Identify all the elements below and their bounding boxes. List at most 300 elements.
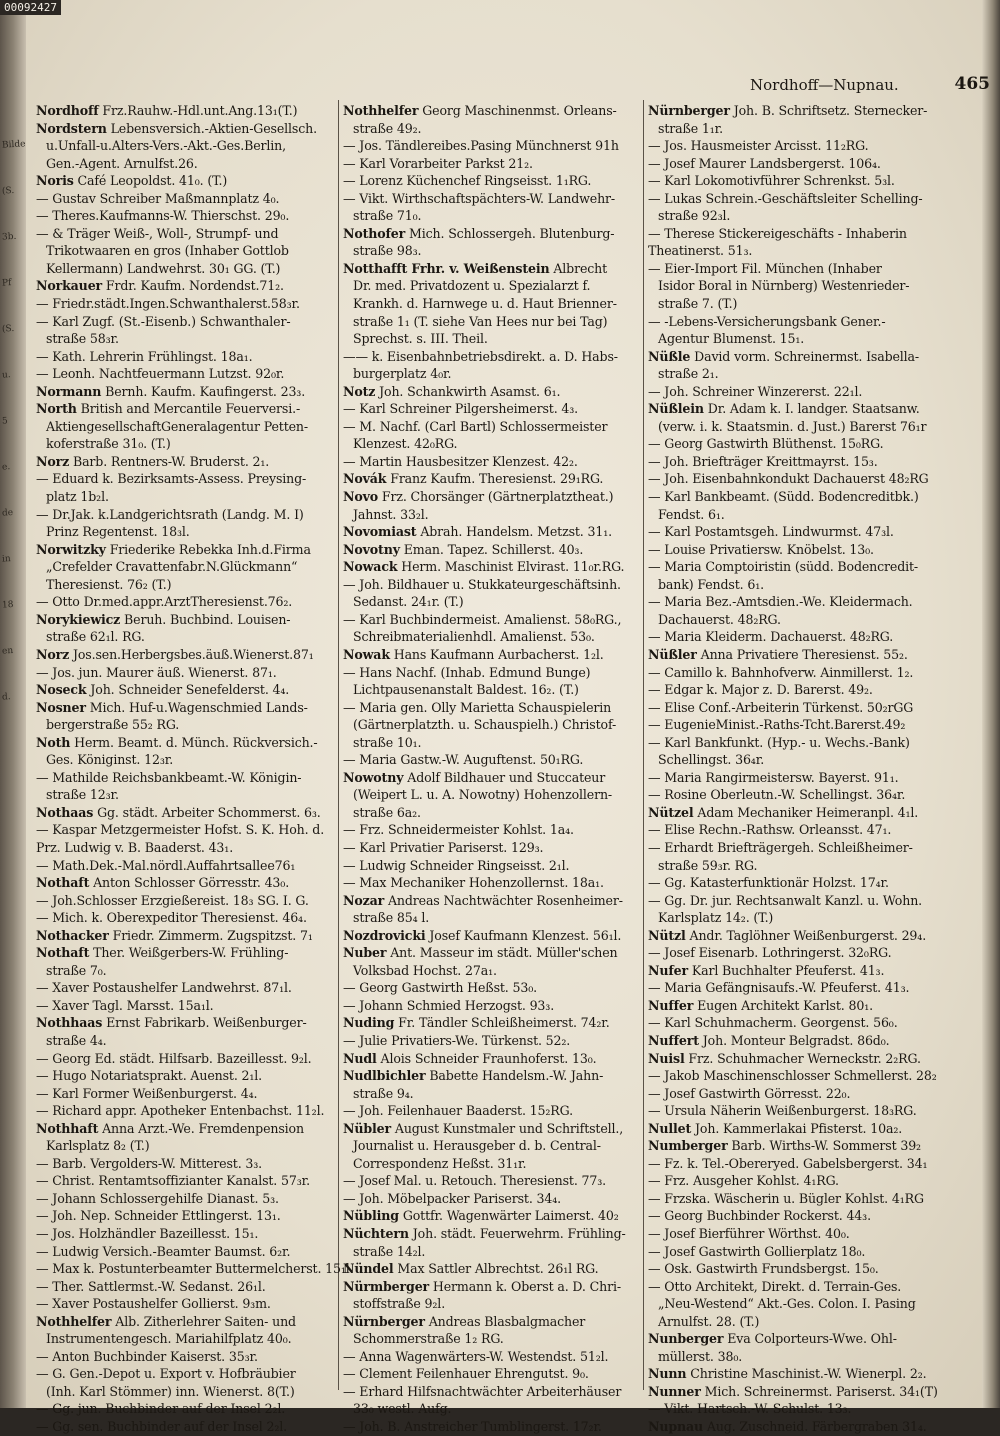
entry-text: Correspondenz Heßst. 31₁r.: [353, 1155, 527, 1171]
directory-entry-line: [648, 593, 942, 611]
directory-entry-line: [343, 313, 639, 331]
entry-text: Jahnst. 33₂l.: [353, 506, 429, 522]
entry-surname: Nützel: [648, 804, 694, 820]
directory-entry-line: [343, 1365, 639, 1383]
entry-text: Babette Handelsm.-W. Jahn-: [425, 1068, 604, 1084]
entry-surname: Norwitzky: [36, 541, 106, 557]
entry-text: — EugenieMinist.-Raths-Tcht.Barerst.49₂: [648, 717, 906, 733]
directory-entry-line: [648, 1155, 942, 1173]
directory-entry-line: [36, 751, 334, 769]
entry-text: Friedr. Zimmerm. Zugspitzst. 7₁: [108, 927, 313, 943]
entry-text: — Frz. Ausgeher Kohlst. 4₁RG.: [648, 1173, 839, 1189]
entry-surname: Nüßler: [648, 646, 697, 662]
directory-entry-line: [36, 225, 334, 243]
directory-entry-line: [648, 857, 942, 875]
directory-entry-line: [648, 716, 942, 734]
entry-surname: Nuffert: [648, 1032, 699, 1048]
directory-entry-line: [36, 1225, 334, 1243]
entry-text: Instrumentengesch. Mariahilfplatz 40₀.: [46, 1331, 292, 1347]
entry-text: Beruh. Buchbind. Louisen-: [120, 611, 291, 627]
directory-entry-line: [343, 506, 639, 524]
entry-surname: Nufer: [648, 962, 688, 978]
directory-entry-line: [648, 769, 942, 787]
entry-surname: Nuding: [343, 1015, 395, 1031]
entry-text: Bernh. Kaufm. Kaufingerst. 23₃.: [101, 383, 306, 399]
entry-text: straße 12₃r.: [46, 787, 119, 803]
entry-text: — Josef Maurer Landsbergerst. 106₄.: [648, 155, 881, 171]
directory-entry-line: [343, 102, 639, 120]
directory-entry-line: [36, 470, 334, 488]
directory-entry-line: [343, 1313, 639, 1331]
entry-text: — Richard appr. Apotheker Entenbachst. 11₂l.: [36, 1103, 325, 1119]
entry-text: Dachauerst. 48₂RG.: [658, 611, 781, 627]
directory-entry-line: [648, 786, 942, 804]
entry-text: „Crefelder Cravattenfabr.N.Glückmann“: [46, 559, 298, 575]
entry-text: straße 2₁.: [658, 366, 719, 382]
entry-text: — Frzska. Wäscherin u. Bügler Kohlst. 4₁RG: [648, 1190, 924, 1206]
directory-entry-line: [36, 541, 334, 559]
entry-text: stoffstraße 9₂l.: [353, 1296, 446, 1312]
spine-mark: en: [1, 646, 14, 657]
directory-entry-line: [648, 909, 942, 927]
page-number: 465: [954, 74, 990, 94]
entry-surname: Novotny: [343, 541, 400, 557]
directory-entry-line: [343, 488, 639, 506]
entry-text: straße 58₃r.: [46, 331, 119, 347]
entry-text: — Anton Buchbinder Kaiserst. 35₃r.: [36, 1348, 258, 1364]
directory-entry-line: [36, 593, 334, 611]
directory-entry-line: [343, 716, 639, 734]
entry-surname: Nothofer: [343, 225, 406, 241]
directory-entry-line: [343, 1085, 639, 1103]
entry-text: — Karl Bankbeamt. (Südd. Bodencreditbk.): [648, 489, 919, 505]
entry-text: Herm. Beamt. d. Münch. Rückversich.-: [70, 734, 318, 750]
directory-entry-line: [343, 1330, 639, 1348]
entry-text: — Karl Bankfunkt. (Hyp.- u. Wechs.-Bank): [648, 734, 910, 750]
entry-surname: Nudlbichler: [343, 1068, 426, 1084]
directory-entry-line: [648, 576, 942, 594]
directory-entry-line: [36, 892, 334, 910]
entry-text: Joh. Monteur Belgradst. 86d₀.: [698, 1032, 890, 1048]
directory-entry-line: [36, 681, 334, 699]
directory-entry-line: [36, 488, 334, 506]
directory-entry-line: [648, 155, 942, 173]
directory-entry-line: [648, 295, 942, 313]
entry-surname: Numberger: [648, 1138, 728, 1154]
entry-text: — Joh.Schlosser Erzgießereist. 18₃ SG. I. G.: [36, 892, 309, 908]
entry-text: — Elise Conf.-Arbeiterin Türkenst. 50₂rGG: [648, 699, 914, 715]
entry-text: — Ther. Sattlermst.-W. Sedanst. 26₁l.: [36, 1278, 266, 1294]
directory-entry-line: [648, 628, 942, 646]
entry-text: — Mathilde Reichsbankbeamt.-W. Königin-: [36, 769, 302, 785]
entry-text: — Georg Gastwirth Blüthenst. 15₀RG.: [648, 436, 884, 452]
directory-entry-line: [343, 1050, 639, 1068]
entry-text: Max Sattler Albrechtst. 26₁l RG.: [393, 1261, 599, 1277]
entry-surname: Noseck: [36, 682, 87, 698]
entry-surname: Nuisl: [648, 1050, 685, 1066]
entry-text: Hans Kaufmann Aurbacherst. 1₂l.: [389, 646, 604, 662]
entry-text: Joh. Schneider Senefelderst. 4₄.: [86, 682, 290, 698]
directory-entry-line: [36, 997, 334, 1015]
directory-entry-line: [648, 558, 942, 576]
directory-entry-line: [648, 962, 942, 980]
entry-text: — Maria Rangirmeistersw. Bayerst. 91₁.: [648, 769, 899, 785]
entry-text: — Erhardt Briefträgergeh. Schleißheimer-: [648, 839, 913, 855]
directory-entry-line: [343, 295, 639, 313]
directory-entry-line: [36, 716, 334, 734]
directory-entry-line: [36, 944, 334, 962]
entry-text: — Johann Schlossergehilfe Dianast. 5₃.: [36, 1190, 279, 1206]
directory-entry-line: [648, 1243, 942, 1261]
entry-text: Christine Maschinist.-W. Wienerpl. 2₂.: [686, 1366, 927, 1382]
entry-text: Georg Maschinenmst. Orleans-: [418, 103, 617, 118]
entry-text: Herm. Maschinist Elvirast. 11₀r.RG.: [397, 559, 625, 575]
entry-text: straße 9₄.: [353, 1085, 414, 1101]
directory-entry-line: [648, 1400, 942, 1418]
directory-entry-line: [36, 1365, 334, 1383]
directory-entry-line: [648, 804, 942, 822]
entry-text: Hermann k. Oberst a. D. Chri-: [429, 1278, 621, 1294]
directory-entry-line: [648, 611, 942, 629]
entry-text: Sedanst. 24₁r. (T.): [353, 594, 464, 610]
directory-entry-line: [648, 927, 942, 945]
directory-entry-line: [343, 1014, 639, 1032]
entry-surname: Nothaft: [36, 875, 90, 891]
entry-text: Andreas Nachtwächter Rosenheimer-: [384, 892, 623, 908]
entry-text: — Louise Privatiersw. Knöbelst. 13₀.: [648, 541, 874, 557]
entry-text: — Gg. sen. Buchbinder auf der Insel 2₂l.: [36, 1419, 287, 1435]
directory-entry-line: [36, 611, 334, 629]
entry-surname: Nothacker: [36, 927, 109, 943]
entry-text: Andr. Taglöhner Weißenburgerst. 29₄.: [685, 927, 927, 943]
entry-surname: Notz: [343, 383, 376, 399]
directory-entry-line: [343, 734, 639, 752]
entry-text: Karl Buchhalter Pfeuferst. 41₃.: [687, 962, 885, 978]
entry-text: — Josef Gastwirth Gollierplatz 18₀.: [648, 1243, 866, 1259]
directory-entry-line: [36, 874, 334, 892]
spine-mark: (S.: [1, 185, 15, 197]
entry-text: — Fz. k. Tel.-Obereryed. Gabelsbergerst. 34₁: [648, 1155, 928, 1171]
entry-text: Isidor Boral in Nürnberg) Westenrieder-: [658, 278, 910, 294]
entry-text: bank) Fendst. 6₁.: [658, 576, 764, 592]
entry-text: (Weipert L. u. A. Nowotny) Hohenzollern-: [353, 787, 613, 803]
directory-entry-line: [36, 506, 334, 524]
entry-text: Mich. Huf-u.Wagenschmied Lands-: [85, 699, 308, 715]
entry-text: — Gustav Schreiber Maßmannplatz 4₀.: [36, 190, 280, 206]
entry-text: Sprechst. s. III. Theil.: [353, 331, 488, 347]
entry-surname: Nothaft: [36, 945, 90, 961]
entry-text: Aug. Zuschneid. Färbergraben 31₄.: [703, 1419, 927, 1435]
entry-text: straße 1₁r.: [658, 120, 723, 136]
entry-text: Prz. Ludwig v. B. Baaderst. 43₁.: [36, 839, 234, 855]
directory-entry-line: [343, 470, 639, 488]
directory-entry-line: [648, 681, 942, 699]
directory-entry-line: [36, 839, 334, 857]
directory-entry-line: [36, 664, 334, 682]
directory-entry-line: [36, 523, 334, 541]
directory-entry-line: [343, 857, 639, 875]
entry-text: Frdr. Kaufm. Nordendst.71₂.: [102, 278, 284, 294]
entry-text: August Kunstmaler und Schriftstell.,: [391, 1120, 624, 1136]
directory-entry-line: [343, 435, 639, 453]
directory-entry-line: [36, 769, 334, 787]
directory-entry-line: [36, 821, 334, 839]
entry-text: — Joh. Eisenbahnkondukt Dachauerst 48₂RG: [648, 471, 929, 487]
directory-entry-line: [648, 892, 942, 910]
entry-text: — Mich. k. Oberexpeditor Theresienst. 46₄.: [36, 910, 307, 926]
directory-entry-line: [36, 1067, 334, 1085]
entry-surname: Nunner: [648, 1383, 701, 1399]
directory-entry-line: [36, 646, 334, 664]
entry-text: Joh. B. Schriftsetz. Sternecker-: [729, 103, 928, 118]
directory-entry-line: [343, 453, 639, 471]
entry-surname: Noth: [36, 734, 71, 750]
entry-text: — Karl Zugf. (St.-Eisenb.) Schwanthaler-: [36, 313, 291, 329]
directory-entry-line: [343, 383, 639, 401]
entry-text: — Hugo Notariatsprakt. Auenst. 2₁l.: [36, 1068, 263, 1084]
entry-text: Dr. med. Privatdozent u. Spezialarzt f.: [353, 278, 591, 294]
entry-surname: Notthafft Frhr. v. Weißenstein: [343, 260, 550, 276]
directory-entry-line: [343, 1295, 639, 1313]
entry-surname: Nübler: [343, 1120, 392, 1136]
directory-entry-line: [36, 418, 334, 436]
directory-entry-line: [648, 944, 942, 962]
entry-text: — Eduard k. Bezirksamts-Assess. Preysing-: [36, 471, 307, 487]
spine-mark: 3b.: [1, 231, 17, 243]
book-spine-shadow: [0, 0, 26, 1408]
directory-entry-line: [36, 1120, 334, 1138]
entry-text: straße 7. (T.): [658, 296, 738, 312]
entry-surname: Nozdrovicki: [343, 927, 426, 943]
entry-text: Anna Privatiere Theresienst. 55₂.: [696, 646, 908, 662]
entry-surname: Nothhaft: [36, 1120, 99, 1136]
directory-entry-line: [343, 155, 639, 173]
entry-surname: Nuber: [343, 945, 387, 961]
directory-entry-line: [648, 242, 942, 260]
entry-text: Volksbad Hochst. 27a₁.: [353, 962, 497, 978]
directory-entry-line: [343, 1120, 639, 1138]
directory-entry-line: [648, 1330, 942, 1348]
entry-text: Klenzest. 42₀RG.: [353, 436, 458, 452]
entry-text: straße 49₂.: [353, 120, 422, 136]
directory-entry-line: [343, 225, 639, 243]
entry-text: straße 98₃.: [353, 243, 422, 259]
directory-entry-line: [36, 155, 334, 173]
directory-entry-line: [36, 400, 334, 418]
directory-entry-line: [343, 137, 639, 155]
directory-entry-line: [36, 1243, 334, 1261]
spine-mark: (S.: [1, 323, 15, 335]
entry-text: Abrah. Handelsm. Metzst. 31₁.: [416, 524, 612, 540]
directory-entry-line: [36, 1102, 334, 1120]
running-header: [750, 76, 990, 94]
directory-entry-line: [343, 646, 639, 664]
entry-text: — Jos. Holzhändler Bazeillesst. 15₁.: [36, 1226, 259, 1241]
entry-text: Eugen Architekt Karlst. 80₁.: [693, 997, 873, 1013]
directory-entry-line: [648, 348, 942, 366]
entry-text: Mich. Schreinermst. Pariserst. 34₁(T): [700, 1383, 938, 1399]
directory-entry-line: [648, 190, 942, 208]
entry-text: Ges. Königinst. 12₃r.: [46, 752, 174, 768]
entry-text: Krankh. d. Harnwege u. d. Haut Brienner-: [353, 296, 617, 312]
entry-surname: Nothhaas: [36, 1015, 103, 1031]
directory-entry-line: [36, 1207, 334, 1225]
entry-text: — Josef Gastwirth Görresst. 22₀.: [648, 1085, 851, 1101]
entry-text: — Josef Mal. u. Retouch. Theresienst. 77₃.: [343, 1173, 607, 1189]
directory-entry-line: [648, 400, 942, 418]
directory-entry-line: [648, 1348, 942, 1366]
spine-mark: 5: [1, 416, 9, 427]
entry-text: (verw. i. k. Staatsmin. d. Just.) Barerst 76₁r: [658, 418, 927, 434]
entry-text: — Camillo k. Bahnhofverw. Ainmillerst. 1₂.: [648, 664, 914, 680]
directory-entry-line: [343, 664, 639, 682]
directory-entry-line: [648, 734, 942, 752]
directory-entry-line: [343, 751, 639, 769]
entry-text: Trikotwaaren en gros (Inhaber Gottlob: [46, 243, 289, 259]
directory-entry-line: [343, 260, 639, 278]
entry-surname: Nordstern: [36, 120, 107, 136]
entry-text: — -Lebens-Versicherungsbank Gener.-: [648, 313, 886, 329]
entry-text: — Georg Ed. städt. Hilfsarb. Bazeillesst. 9₂l.: [36, 1050, 312, 1066]
directory-entry-line: [343, 1225, 639, 1243]
entry-surname: Nürmberger: [343, 1278, 430, 1294]
directory-entry-line: [343, 1400, 639, 1418]
entry-text: Fendst. 6₁.: [658, 506, 725, 522]
directory-entry-line: [343, 1207, 639, 1225]
entry-surname: Nüchtern: [343, 1226, 409, 1241]
directory-entry-line: [36, 962, 334, 980]
directory-entry-line: [648, 979, 942, 997]
entry-text: bergerstraße 55₂ RG.: [46, 717, 180, 733]
directory-entry-line: [648, 1295, 942, 1313]
entry-text: — Max Mechaniker Hohenzollernst. 18a₁.: [343, 875, 604, 891]
entry-text: Joh. Kammerlakai Pfisterst. 10a₂.: [691, 1120, 903, 1136]
directory-entry-line: [343, 523, 639, 541]
entry-text: burgerplatz 4₀r.: [353, 366, 452, 382]
directory-entry-line: [343, 1032, 639, 1050]
directory-entry-line: [36, 260, 334, 278]
entry-text: — Karl Lokomotivführer Schrenkst. 5₃l.: [648, 173, 895, 189]
entry-text: platz 1b₂l.: [46, 489, 109, 505]
entry-text: Journalist u. Herausgeber d. b. Central-: [353, 1138, 601, 1154]
directory-entry-line: [36, 190, 334, 208]
entry-text: Eva Colporteurs-Wwe. Ohl-: [723, 1331, 897, 1347]
directory-entry-line: [648, 664, 942, 682]
entry-text: Gg. städt. Arbeiter Schommerst. 6₃.: [93, 804, 321, 820]
directory-entry-line: [36, 979, 334, 997]
directory-entry-line: [648, 313, 942, 331]
directory-entry-line: [648, 523, 942, 541]
directory-entry-line: [343, 611, 639, 629]
entry-text: Friederike Rebekka Inh.d.Firma: [105, 541, 311, 557]
directory-entry-line: [648, 1207, 942, 1225]
directory-entry-line: [343, 120, 639, 138]
directory-entry-line: [648, 435, 942, 453]
directory-entry-line: [648, 418, 942, 436]
directory-entry-line: [343, 1348, 639, 1366]
directory-entry-line: [36, 1418, 334, 1436]
entry-surname: Nothhelfer: [36, 1313, 112, 1329]
entry-text: — Joh. Möbelpacker Pariserst. 34₄.: [343, 1190, 562, 1206]
entry-text: Frz.Rauhw.-Hdl.unt.Ang.13₁(T.): [98, 103, 298, 118]
directory-entry-line: [648, 120, 942, 138]
entry-text: —— k. Eisenbahnbetriebsdirekt. a. D. Habs-: [343, 348, 618, 364]
directory-entry-line: [343, 874, 639, 892]
directory-entry-line: [36, 242, 334, 260]
entry-text: — Ludwig Versich.-Beamter Baumst. 6₂r.: [36, 1243, 291, 1259]
entry-text: — Joh. B. Anstreicher Tumblingerst. 17₂r.: [343, 1419, 602, 1435]
entry-surname: Nudl: [343, 1050, 377, 1066]
entry-text: Joh. städt. Feuerwehrm. Frühling-: [408, 1226, 626, 1241]
directory-entry-line: [648, 137, 942, 155]
directory-entry-line: [343, 769, 639, 787]
directory-entry-line: [648, 1260, 942, 1278]
entry-surname: Novo: [343, 489, 379, 505]
entry-text: — Ursula Näherin Weißenburgerst. 18₃RG.: [648, 1103, 917, 1119]
entry-surname: Nüßle: [648, 348, 691, 364]
directory-entry-line: [36, 1260, 354, 1278]
entry-text: — Joh. Feilenhauer Baaderst. 15₂RG.: [343, 1103, 573, 1119]
directory-entry-line: [648, 1225, 942, 1243]
entry-surname: Nüßlein: [648, 401, 704, 417]
directory-entry-line: [343, 418, 639, 436]
entry-text: Joh. Schankwirth Asamst. 6₁.: [375, 383, 561, 399]
directory-entry-line: [36, 207, 334, 225]
directory-entry-line: [36, 1278, 334, 1296]
directory-entry-line: [36, 172, 334, 190]
entry-text: straße 71₀.: [353, 208, 422, 224]
directory-entry-line: [648, 207, 942, 225]
directory-entry-line: [343, 628, 639, 646]
directory-entry-line: [343, 909, 639, 927]
entry-text: — Joh. Nep. Schneider Ettlingerst. 13₁.: [36, 1208, 281, 1224]
directory-entry-line: [36, 576, 334, 594]
entry-text: — Frz. Schneidermeister Kohlst. 1a₄.: [343, 822, 574, 838]
directory-entry-line: [36, 330, 334, 348]
directory-entry-line: [648, 383, 942, 401]
entry-text: Frz. Chorsänger (Gärtnerplatztheat.): [378, 489, 614, 505]
entry-text: Gottfr. Wagenwärter Laimerst. 40₂: [398, 1208, 619, 1224]
entry-text: u.Unfall-u.Alters-Vers.-Akt.-Ges.Berlin,: [46, 138, 286, 154]
directory-entry-line: [36, 1172, 334, 1190]
directory-entry-line: [36, 1085, 334, 1103]
directory-entry-line: [343, 207, 639, 225]
directory-entry-line: [648, 1278, 942, 1296]
entry-text: — Martin Hausbesitzer Klenzest. 42₂.: [343, 453, 578, 469]
entry-text: Schreibmaterialienhdl. Amalienst. 53₀.: [353, 629, 595, 645]
directory-entry-line: [648, 1014, 942, 1032]
directory-entry-line: [648, 1137, 942, 1155]
directory-entry-line: [648, 839, 942, 857]
directory-entry-line: [648, 488, 942, 506]
entry-text: — Jos. Hausmeister Arcisst. 11₂RG.: [648, 138, 869, 154]
entry-text: Kellermann) Landwehrst. 30₁ GG. (T.): [46, 260, 281, 276]
entry-text: (Gärtnerplatzth. u. Schauspielh.) Christof-: [353, 717, 617, 733]
spine-mark: in: [1, 554, 11, 565]
directory-entry-line: [648, 1032, 942, 1050]
directory-entry-line: [648, 1120, 942, 1138]
spine-marginalia: [2, 140, 24, 738]
directory-entry-line: [648, 751, 942, 769]
entry-text: Ther. Weißgerbers-W. Frühling-: [89, 945, 289, 961]
entry-text: straße 4₄.: [46, 1032, 107, 1048]
directory-entry-line: [648, 1383, 942, 1401]
entry-text: AktiengesellschaftGeneralagentur Petten-: [46, 418, 308, 434]
entry-surname: Norykiewicz: [36, 611, 121, 627]
directory-entry-line: [648, 821, 942, 839]
directory-entry-line: [648, 541, 942, 559]
column-rule: [338, 100, 339, 1390]
